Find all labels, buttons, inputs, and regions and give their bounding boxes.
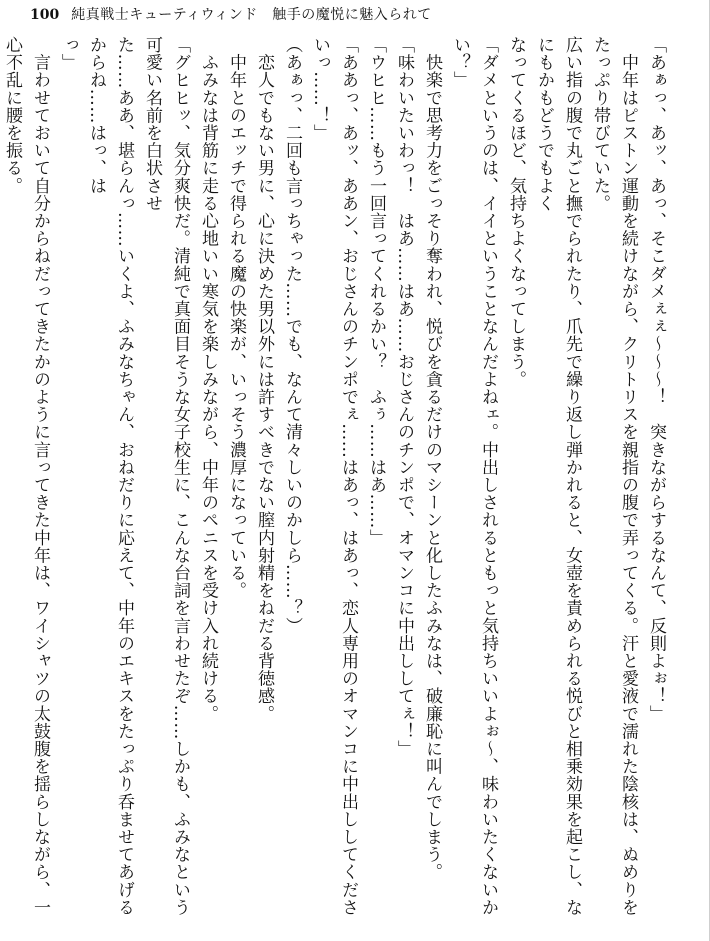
text-line: 広い指の腹で丸ごと撫でられたり、爪先で繰り返し弾かれると、女壺を責められる悦びと相乗効果を起こし、なにもかもどうでもよく <box>534 36 582 916</box>
text-line: 「味わいたいわっ！ はあ……はあ……おじさんのチンポで、オマンコに中出ししてぇ！」 <box>394 36 414 758</box>
text-line: 「グヒヒッ、気分爽快だ。清純で真面目そうな女子校生に、こんな台詞を言わせたぞ……しかも、ふみなという可愛い名前を白状させ <box>142 36 190 916</box>
text-line: （あぁっ、二回も言っちゃった……でも、なんて清々しいのかしら……？） <box>282 36 302 635</box>
text-line: 中年はピストン運動を続けながら、クリトリスを親指の腹で弄ってくる。汗と愛液で濡れた陰核は、ぬめりをたっぷり帯びていた。 <box>590 36 638 916</box>
page-header <box>30 4 432 26</box>
text-line: 言わせておいて自分からねだってきたかのように言ってきた中年は、ワイシャツの太鼓腹を揺らしながら、一心不乱に腰を振る。 <box>2 36 50 916</box>
text-line: っ」 <box>58 36 78 72</box>
text-line: た……ああ、堪らんっ……いくよ、ふみなちゃん、おねだりに応えて、中年のエキスをたっぷり呑ませてあげるからね……はっ、は <box>86 36 134 916</box>
text-line: 恋人でもない男に、心に決めた男以外には許すべきでない膣内射精をねだる背徳感。 <box>254 36 274 723</box>
text-line: 「ウヒヒ……もう一回言ってくれるかい？ ふぅ……はあ……」 <box>366 36 386 547</box>
text-line: 「ダメというのは、イイということなんだよねェ。中出しされるともっと気持ちいいよぉ〜、味わいたくないかい？」 <box>450 36 498 916</box>
text-line: 中年とのエッチで得られる魔の快楽が、いっそう濃厚になっている。 <box>226 36 246 600</box>
running-title: 純真戦士キューティウィンド 触手の魔悦に魅入られて <box>71 7 432 23</box>
vertical-text-body <box>2 36 670 926</box>
text-line: なってくるほど、気持ちよくなってしまう。 <box>506 36 526 388</box>
text-line: 快楽で思考力をごっそり奪われ、悦びを貪るだけのマシーンと化したふみなは、破廉恥に叫んでしまう。 <box>422 36 442 881</box>
text-line: ふみなは背筋に走る心地いい寒気を楽しみながら、中年のペニスを受け入れ続ける。 <box>198 36 218 723</box>
page-number: 100 <box>30 7 60 23</box>
text-line: 「あぁっ、あッ、あっ、そこダメぇぇ〜〜〜！ 突きながらするなんて、反則よぉ！」 <box>646 36 666 723</box>
text-line: 「ああっ、あッ、ああン、おじさんのチンポでぇ……はあっ、はあっ、恋人専用のオマンコに中出ししてくださいっ……！」 <box>310 36 358 916</box>
